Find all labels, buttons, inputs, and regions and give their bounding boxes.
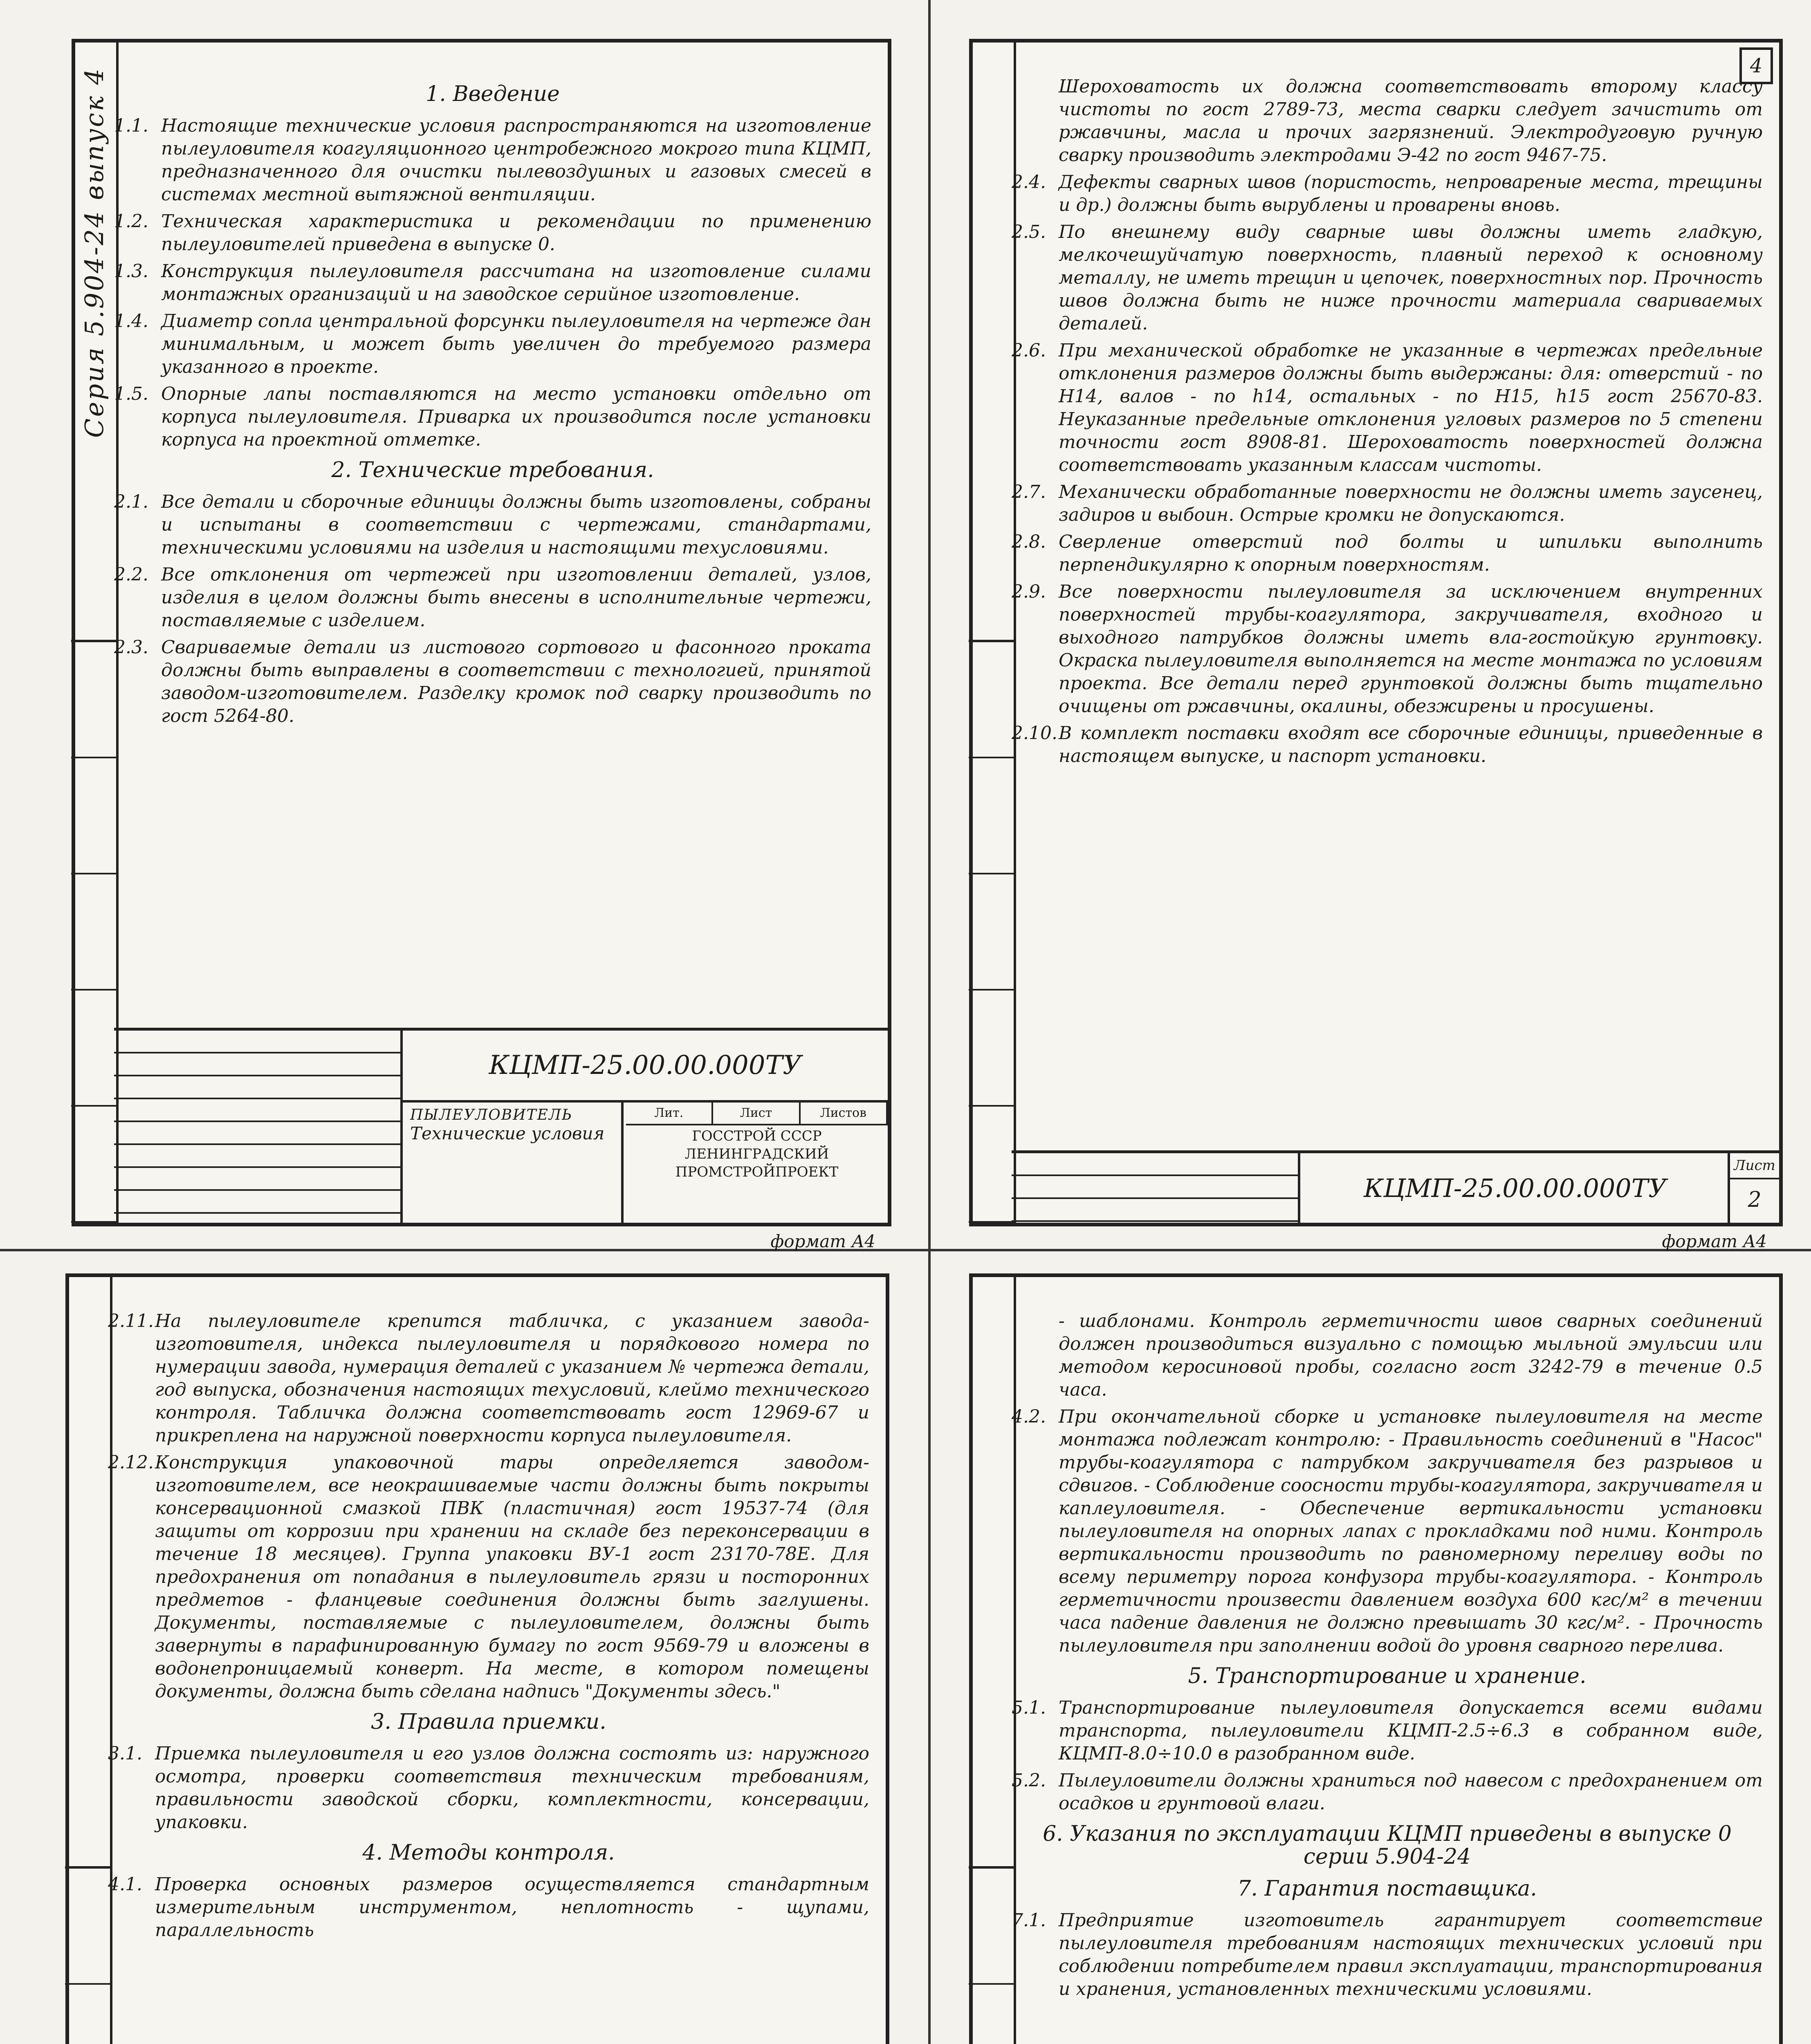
clause (114, 114, 871, 206)
clause-text: - шаблонами. Контроль герметичности швов сварных соединений должен производиться визуально с помощью мыльной эмульсии или методом керосиновой пробы, согласно гост 3242-79 в течение 0.5 часа. (1059, 1311, 1763, 1400)
vertical-divider (928, 0, 931, 2044)
clause-text: Проверка основных размеров осуществляется стандартным измерительным инструментом, неплотность - щупами, параллельность (155, 1874, 869, 1941)
clause-number: 2.11. (108, 1311, 154, 1331)
clause-text: В комплект поставки входят все сборочные единицы, приведенные в настоящем выпуске, и паспорт установки. (1059, 723, 1763, 766)
column-sheets: Листов (801, 1103, 888, 1124)
clause-text: Сверление отверстий под болты и шпильки выполнить перпендикулярно к опорным поверхностям. (1059, 531, 1763, 575)
clause-number: 1.3. (114, 261, 148, 282)
clause-text: Приемка пылеуловителя и его узлов должна состоять из: наружного осмотра, проверки соответствия техническим требованиям, правильности заводской сборки, комплектности, консервации, упаковки. (155, 1743, 869, 1833)
clause-text: Все отклонения от чертежей при изготовлении деталей, узлов, изделия в целом должны быть внесены в исполнительные чертежи, поставляемые с изделием. (161, 564, 871, 631)
clause (1012, 722, 1763, 768)
clause (1012, 171, 1763, 217)
page-4-content (1012, 1310, 1763, 2005)
clause-text: Свариваемые детали из листового сортового и фасонного проката должны быть выправлены в соответствии с технологией, принятой заводом-изготовителем. Разделку кромок под сварку производить по гост 5264-80. (161, 637, 871, 726)
clause-number: 2.2. (114, 564, 148, 585)
clause (114, 210, 871, 256)
side-stamp-strip (969, 43, 1016, 1223)
clause-number: 2.6. (1012, 340, 1046, 361)
clause-text: По внешнему виду сварные швы должны иметь гладкую, мелкочешуйчатую поверхность, плавный переход к основному металлу, не иметь трещин и цепочек, поверхностных пор. Прочность швов должна быть не ниже прочности материала свариваемых деталей. (1059, 222, 1763, 334)
clause-text: Конструкция пылеуловителя рассчитана на изготовление силами монтажных организаций и на заводское серийное изготовление. (161, 261, 871, 305)
series-label: Серия 5.904-24 выпуск 4 (79, 67, 109, 438)
top-sheet-number: 4 (1739, 47, 1773, 84)
document-code: КЦМП-25.00.00.000ТУ (1364, 1173, 1667, 1203)
clause (114, 383, 871, 451)
clause-number: 2.5. (1012, 222, 1046, 242)
clause-number: 2.12. (108, 1452, 154, 1473)
section-heading: 3. Правила приемки. (371, 1710, 606, 1734)
side-stamp-strip (969, 1277, 1016, 2044)
clause (1012, 481, 1763, 527)
clause-number: 2.4. (1012, 172, 1046, 193)
clause (1012, 1909, 1763, 2001)
clause (114, 636, 871, 728)
format-label: формат А4 (1662, 1231, 1767, 1251)
side-stamp-cells (65, 1866, 110, 2044)
clause (1012, 1697, 1763, 1765)
clause (114, 563, 871, 632)
title-block-columns (626, 1103, 888, 1125)
side-stamp-cells (969, 640, 1014, 1223)
title-block (114, 1028, 888, 1223)
document-code: КЦМП-25.00.00.000ТУ (403, 1031, 888, 1103)
title-block (1012, 1150, 1779, 1223)
page-4 (969, 1273, 1783, 2044)
clause (1012, 1310, 1763, 1401)
clause-text: Все поверхности пылеуловителя за исключением внутренних поверхностей трубы-коагулятора, закручивателя, входного и выходного патрубков должны иметь вла-гостойкую грунтовку. Окраска пылеуловителя выполняется на месте монтажа по условиям проекта. Все детали перед грунтовкой должны быть тщательно очищены от ржавчины, окалины, обезжирены и просушены. (1059, 581, 1763, 717)
clause (1012, 75, 1763, 167)
clause (108, 1451, 869, 1703)
page-3 (65, 1273, 889, 2044)
section-heading: 5. Транспортирование и хранение. (1188, 1664, 1587, 1688)
org-line: ЛЕНИНГРАДСКИЙ (684, 1146, 829, 1162)
clause-text: На пылеуловителе крепится табличка, с указанием завода-изготовителя, индекса пылеуловителя и порядкового номера по нумерации завода, нумерация деталей с указанием № чертежа детали, год выпуска, обозначения настоящих техусловий, клеймо технического контроля. Табличка должна соответствовать гост 12969-67 и прикреплена на наружной поверхности корпуса пылеуловителя. (155, 1311, 869, 1446)
title-block-grid (114, 1031, 403, 1223)
clause (1012, 531, 1763, 576)
clause-number: 4.1. (108, 1874, 142, 1895)
side-stamp-cells (71, 640, 116, 1223)
clause-text: Все детали и сборочные единицы должны быть изготовлены, собраны и испытаны в соответствии с чертежами, стандартами, техническими условиями на изделия и настоящими техусловиями. (161, 491, 871, 558)
clause-number: 4.2. (1012, 1406, 1046, 1427)
section-heading: 1. Введение (426, 82, 560, 106)
clause-text: Механически обработанные поверхности не должны иметь заусенец, задиров и выбоин. Острые кромки не допускаются. (1059, 482, 1763, 525)
title-block-grid (1012, 1153, 1300, 1223)
clause-text: Опорные лапы поставляются на место установки отдельно от корпуса пылеуловителя. Приварка их производится после установки корпуса на проектной отметке. (161, 383, 871, 450)
clause-number: 1.4. (114, 311, 148, 332)
clause-number: 2.1. (114, 491, 148, 512)
product-name: ПЫЛЕУЛОВИТЕЛЬ (410, 1107, 573, 1123)
clause-number: 7.1. (1012, 1910, 1046, 1931)
organization-block (626, 1103, 888, 1223)
clause-text: Дефекты сварных швов (пористость, непровареные места, трещины и др.) должны быть вырублены и проварены вновь. (1059, 172, 1763, 215)
side-stamp-strip (65, 1277, 112, 2044)
section-heading: 4. Методы контроля. (362, 1840, 615, 1865)
clause-number: 1.1. (114, 115, 148, 136)
clause-text: При механической обработке не указанные в чертежах предельные отклонения размеров должны быть выдержаны: для: отверстий - по Н14, валов - по h14, остальных - по Н15, h15 гост 25670-83. Неуказанные предельные отклонения угловых размеров по 5 степени точности гост 8908-81. Шероховатость поверхностей должна соответствовать указанным классам чистоты. (1059, 340, 1763, 475)
clause (114, 491, 871, 559)
sheet-number: 2 (1748, 1188, 1762, 1212)
side-stamp-strip (71, 43, 119, 1223)
format-label: формат А4 (770, 1231, 875, 1251)
clause-text: При окончательной сборке и установке пылеуловителя на месте монтажа подлежат контролю: - Правильность соединений в "Насос" трубы-коагулятора с патрубком закручивателя без разрывов и сдвигов. - Соблюдение соосности трубы-коагулятора, закручивателя и каплеуловителя. - Обеспечение вертикальности установки пылеуловителя на опорных лапах с прокладками под ними. Контроль вертикальности производить по равномерному переливу воды по всему периметру порога конфузора трубы-коагулятора. - Контроль герметичности произвести давлением воздуха 600 кгс/м² в течении часа падение давления не должно превышать 30 кгс/м². - Прочность пылеуловителя при заполнении водой до уровня сварного перелива. (1059, 1406, 1763, 1656)
section-heading: 6. Указания по эксплуатации КЦМП приведены в выпуске 0 серии 5.904-24 (1043, 1822, 1732, 1869)
page-3-content (108, 1310, 869, 1946)
page-2 (969, 39, 1783, 1251)
clause (108, 1310, 869, 1447)
page-1 (72, 39, 891, 1251)
org-line: ГОССТРОЙ СССР (692, 1128, 822, 1144)
clause (1012, 221, 1763, 335)
clause-text: Настоящие технические условия распространяются на изготовление пылеуловителя коагуляционного центробежного мокрого типа КЦМП, предназначенного для очистки пылевоздушных и газовых смесей в системах местной вытяжной вентиляции. (161, 115, 871, 205)
org-line: ПРОМСТРОЙПРОЕКТ (675, 1164, 839, 1180)
clause-number: 2.7. (1012, 482, 1046, 502)
clause (1012, 1769, 1763, 1815)
clause-text: Пылеуловители должны храниться под навесом с предохранением от осадков и грунтовой влаги. (1059, 1770, 1763, 1814)
clause-number: 5.1. (1012, 1697, 1046, 1718)
column-lit: Лит. (626, 1103, 713, 1124)
clause (1012, 580, 1763, 718)
clause-text: Предприятие изготовитель гарантирует соответствие пылеуловителя требованиям настоящих технических условий при соблюдении потребителем правил эксплуатации, транспортирования и хранения, установленных техническими условиями. (1059, 1910, 1763, 1999)
clause-number: 1.5. (114, 383, 148, 404)
clause-text: Диаметр сопла центральной форсунки пылеуловителя на чертеже дан минимальным, и может быть увеличен до требуемого размера указанного в проекте. (161, 311, 871, 377)
page-1-content (114, 75, 871, 732)
clause-number: 5.2. (1012, 1770, 1046, 1791)
sheet-box (1728, 1153, 1779, 1223)
clause (1012, 339, 1763, 477)
clause (1012, 1405, 1763, 1657)
clause-text: Конструкция упаковочной тары определяется заводом-изготовителем, все неокрашиваемые части должны быть покрыты консервационной смазкой ПВК (пластичная) гост 19537-74 (для защиты от коррозии при хранении на складе без переконсервации в течение 18 месяцев). Группа упаковки ВУ-1 гост 23170-78Е. Для предохранения от попадания в пылеуловитель грязи и посторонних предметов - фланцевые соединения должны быть заглушены. Документы, поставляемые с пылеуловителем, должны быть завернуты в парафинированную бумагу по гост 9569-79 и вложены в водонепроницаемый конверт. На месте, в котором помещены документы, должна быть сделана надпись "Документы здесь." (155, 1452, 869, 1702)
column-sheet: Лист (713, 1103, 800, 1124)
horizontal-divider (0, 1249, 1811, 1251)
clause (114, 260, 871, 306)
side-stamp-cells (969, 1866, 1014, 2044)
section-heading: 2. Технические требования. (331, 458, 654, 482)
clause-text: Шероховатость их должна соответствовать второму классу чистоты по гост 2789-73, места сварки следует зачистить от ржавчины, масла и прочих загрязнений. Электродуговую ручную сварку производить электродами Э-42 по гост 9467-75. (1059, 76, 1763, 166)
clause-number: 2.9. (1012, 581, 1046, 602)
clause (108, 1873, 869, 1942)
section-heading: 7. Гарантия поставщика. (1237, 1876, 1537, 1901)
clause-number: 1.2. (114, 211, 148, 232)
clause-number: 2.10. (1012, 723, 1057, 744)
clause-number: 2.8. (1012, 531, 1046, 552)
page-2-content (1012, 75, 1763, 772)
clause (114, 310, 871, 379)
clause-number: 2.3. (114, 637, 148, 658)
clause-text: Техническая характеристика и рекомендации по применению пылеуловителей приведена в выпуске 0. (161, 211, 871, 255)
document-name (403, 1103, 624, 1223)
clause-number: 3.1. (108, 1743, 142, 1764)
document-type: Технические условия (410, 1123, 605, 1143)
clause-text: Транспортирование пылеуловителя допускается всеми видами транспорта, пылеуловители КЦМП-2.5÷6.3 в собранном виде, КЦМП-8.0÷10.0 в разобранном виде. (1059, 1697, 1763, 1764)
clause (108, 1742, 869, 1834)
sheet-label: Лист (1730, 1153, 1779, 1179)
